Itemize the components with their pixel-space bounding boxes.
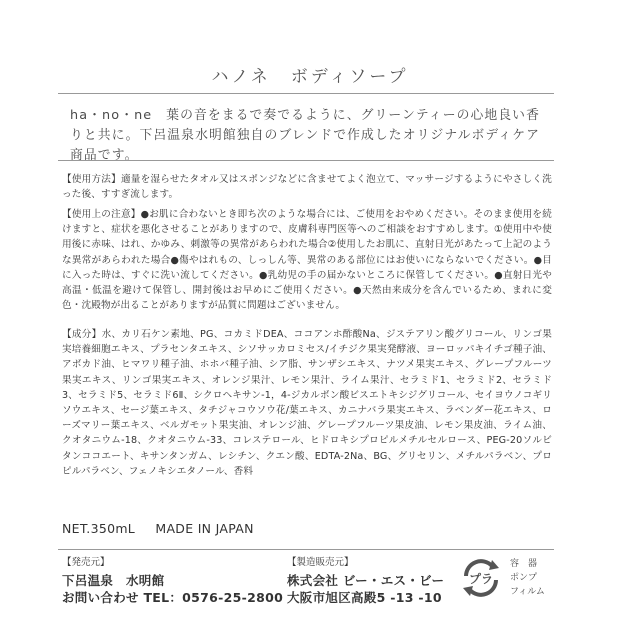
pla-mark-text: プラ [468, 572, 494, 586]
pla-recycle-icon [458, 556, 504, 600]
made-in: MADE IN JAPAN [155, 521, 254, 536]
volume-origin-line [62, 521, 270, 536]
ingredients-text: 【成分】水、カリ石ケン素地、PG、コカミドDEA、ココアンホ酢酸Na、ジステアリン酸グリコール、リンゴ果実培養細胞エキス、プラセンタエキス、シソサッカロミセス/イチジク果実発酵液、ヨーロッパキイチゴ種子油、アボカド油、ヒマワリ種子油、ホホバ種子油、シア脂、サンザシエキス、ナツメ果実エキス、グレープフルーツ果実エキス、リンゴ果実エキス、オレンジ果汁、レモン果汁、ライム果汁、セラミド1、セラミド2、セラミド3、セラミド5、セラミド6Ⅱ、シクロヘキサン-1，4-ジカルボン酸ビスエトキシジグリコール、セイヨウノコギリソウエキス、セージ葉エキス、タチジャコウソウ花/葉エキス、カニナバラ果実エキス、ラベンダー花エキス、ローズマリー葉エキス、ベルガモット果実油、オレンジ油、グレープフルーツ果皮油、レモン果皮油、ライム油、クオタニウム-18、クオタニウム-33、コレステロール、ヒドロキシプロピルメチルセルロース、PEG-20ソルビタンココエート、キサンタンガム、レシチン、クエン酸、EDTA-2Na、BG、グリセリン、メチルパラベン、プロピルパラベン、フェノキシエタノール、香料 [62, 329, 552, 477]
bottom-divider [58, 549, 554, 550]
top-divider [58, 93, 554, 94]
recycle-parts [510, 557, 545, 599]
cautions-text: 【使用上の注意】●お肌に合わないとき即ち次のような場合には、ご使用をおやめください。そのまま使用を続けますと、症状を悪化させることがありますので、皮膚科専門医等へのご相談をおすすめします。①使用中や使用後に赤味、はれ、かゆみ、刺激等の異常があらわれた場合②使用したお肌に、直射日光があたって上記のような異常があらわれた場合●傷やはれもの、しっしん等、異常のある部位にはお使いにならないでください。●目に入った時は、すぐに洗い流してください。●乳幼児の手の届かないところに保管してください。●直射日光や高温・低温を避けて保管し、開封後はお早めにご使用ください。●天然由来成分を含んでいるため、まれに変色・沈殿物が出ることがありますが品質に問題はございません。 [62, 209, 552, 312]
maker-label: 【製造販売元】 [287, 557, 354, 568]
recycle-film: フィルム [510, 587, 545, 597]
intro-text: ha・no・ne 葉の音をまるで奏でるように、グリーンティーの心地良い香りと共に。下呂温泉水明館独自のブレンドで作成したオリジナルボディケア商品です。 [70, 108, 540, 163]
net-volume: NET.350mL [62, 521, 136, 536]
recycle-pump: ポンプ [510, 573, 538, 583]
seller-name: 下呂温泉 水明館 [62, 573, 165, 588]
seller-label: 【発売元】 [62, 557, 110, 568]
maker-name: 株式会社 ビー・エス・ビー [287, 573, 445, 588]
seller-contact: お問い合わせ TEL：0576-25-2800 [62, 590, 284, 605]
intro-divider [58, 160, 554, 161]
product-title: ハノネ ボディソープ [211, 67, 409, 87]
usage-text: 【使用方法】適量を湿らせたタオル又はスポンジなどに含ませてよく泡立て、マッサージするようにやさしく洗った後、すすぎ流します。 [62, 174, 552, 201]
maker-address: 大阪市旭区高殿5 -13 -10 [287, 590, 442, 605]
recycle-container: 容 器 [510, 559, 538, 569]
